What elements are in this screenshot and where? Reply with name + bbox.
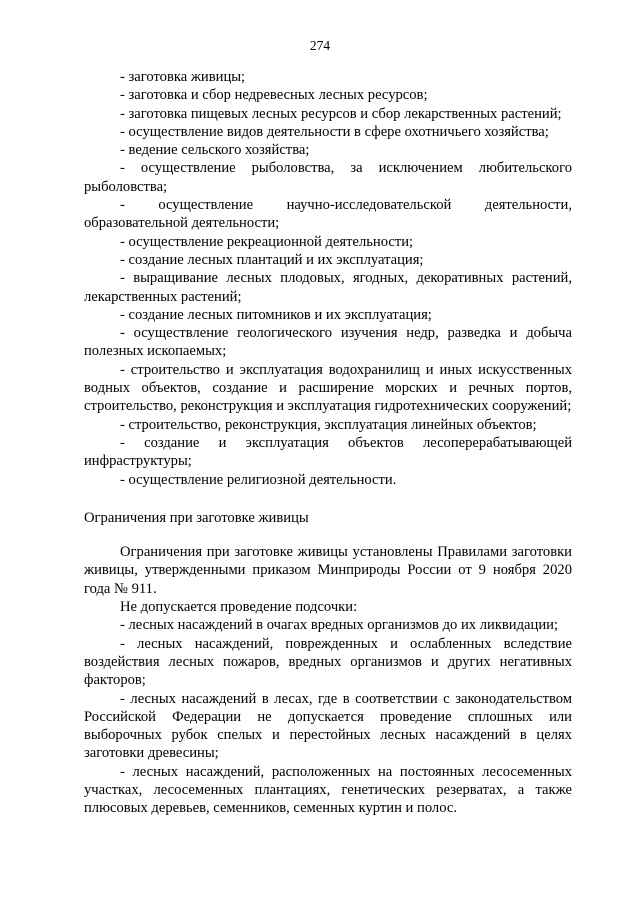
activity-list-item: - осуществление рекреационной деятельности; — [120, 233, 414, 250]
activity-list-item: - заготовка и сбор недревесных лесных ресурсов; — [120, 87, 428, 104]
activity-list-item: - ведение сельского хозяйства; — [120, 142, 310, 159]
activity-list-item: - осуществление видов деятельности в сфере охотничьего хозяйства; — [120, 123, 549, 140]
activity-list-item: - осуществление религиозной деятельности. — [120, 471, 397, 488]
prohibition-list-item: - лесных насаждений в очагах вредных организмов до их ликвидации; — [120, 617, 558, 634]
page-number: 274 — [309, 38, 331, 53]
activity-list-item: - заготовка пищевых лесных ресурсов и сбор лекарственных растений; — [120, 105, 562, 122]
prohibition-list-item: - лесных насаждений, расположенных на постоянных лесосеменных участках, лесосеменных плантациях, генетических резерватах, а также плюсовых деревьев, семенников, семенных куртин и полос. — [84, 763, 572, 817]
activity-list-item: - выращивание лесных плодовых, ягодных, декоративных растений, лекарственных растений; — [84, 270, 572, 305]
prohibition-lead: Не допускается проведение подсочки: — [120, 599, 358, 616]
prohibition-list-item: - лесных насаждений, поврежденных и ослабленных вследствие воздействия лесных пожаров, вредных организмов и других негативных факторов; — [84, 635, 572, 689]
page-content — [84, 68, 572, 818]
activity-list-item: - осуществление геологического изучения недр, разведка и добыча полезных ископаемых; — [84, 325, 572, 360]
activity-list-item: - осуществление научно-исследовательской деятельности, образовательной деятельности; — [84, 197, 572, 232]
activity-list-item: - создание лесных плантаций и их эксплуатация; — [120, 251, 424, 268]
activity-list-item: - строительство, реконструкция, эксплуатация линейных объектов; — [120, 416, 537, 433]
activity-list — [84, 68, 572, 489]
activity-list-item: - создание и эксплуатация объектов лесоперерабатывающей инфраструктуры; — [84, 434, 572, 470]
prohibition-list — [84, 616, 572, 817]
activity-list-item: - заготовка живицы; — [120, 69, 246, 85]
activity-list-item: - создание лесных питомников и их эксплуатация; — [120, 306, 432, 323]
activity-list-item: - строительство и эксплуатация водохранилищ и иных искусственных водных объектов, создание и расширение морских и речных портов, строительство, реконструкция и эксплуатация гидротехнических сооружений; — [84, 361, 572, 415]
prohibition-list-item: - лесных насаждений в лесах, где в соответствии с законодательством Российской Федерации не допускается проведение сплошных или выборочных рубок спелых и перестойных лесных насаждений в целях заготовки древесины; — [84, 690, 572, 762]
activity-list-item: - осуществление рыболовства, за исключением любительского рыболовства; — [84, 160, 572, 195]
section-heading: Ограничения при заготовке живицы — [84, 509, 309, 526]
intro-paragraph: Ограничения при заготовке живицы установлены Правилами заготовки живицы, утвержденными приказом Минприроды России от 9 ноября 2020 года № 911. — [84, 544, 572, 597]
